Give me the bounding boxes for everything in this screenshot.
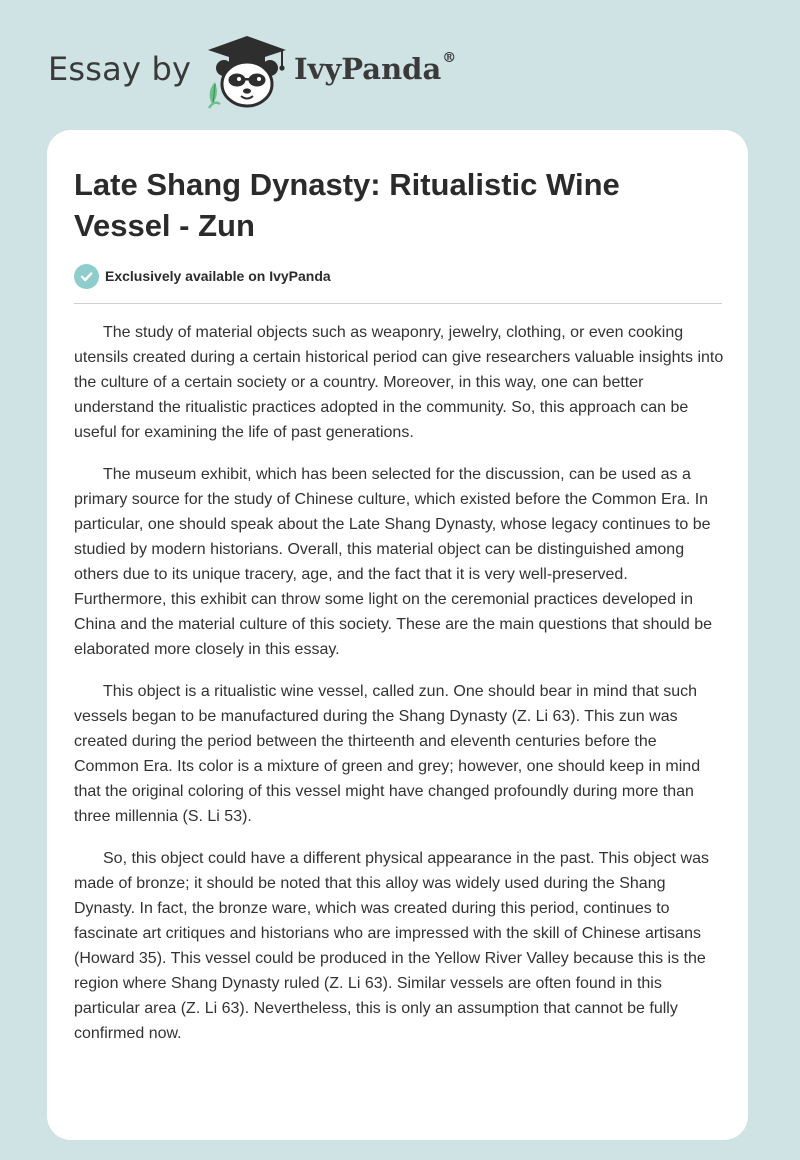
exclusive-badge bbox=[74, 263, 331, 289]
brand-prefix: Essay by bbox=[48, 50, 192, 88]
essay-body bbox=[74, 320, 724, 1063]
paragraph: This object is a ritualistic wine vessel, called zun. One should bear in mind that such vessels began to be manufactured during the Shang Dynasty (Z. Li 63). This zun was created during the period between the thirteenth and eleventh centuries before the Common Era. Its color is a mixture of green and grey; however, one should keep in mind that the original coloring of this vessel might have changed profoundly during more than three millennia (S. Li 53). bbox=[74, 683, 701, 825]
exclusive-label: Exclusively available on IvyPanda bbox=[105, 268, 331, 284]
paragraph: So, this object could have a different physical appearance in the past. This object was made of bronze; it should be noted that this alloy was widely used during the Shang Dynasty. In fact, the bronze ware, which was created during this period, continues to fascinate art critiques and historians who are impressed with the skill of Chinese artisans (Howard 35). This vessel could be produced in the Yellow River Valley because this is the region where Shang Dynasty ruled (Z. Li 63). Similar vessels are often found in this particular area (Z. Li 63). Nevertheless, this is only an assumption that cannot be fully confirmed now. bbox=[74, 850, 709, 1042]
paragraph: The study of material objects such as weaponry, jewelry, clothing, or even cooking utensils created during a certain historical period can give researchers valuable insights into the culture of a certain society or a country. Moreover, in this way, one can better understand the ritualistic practices adopted in the community. So, this approach can be useful for examining the life of past generations. bbox=[74, 324, 724, 441]
paragraph: The museum exhibit, which has been selected for the discussion, can be used as a primary source for the study of Chinese culture, which existed before the Common Era. In particular, one should speak about the Late Shang Dynasty, whose legacy continues to be studied by modern historians. Overall, this material object can be distinguished among others due to its unique tracery, age, and the fact that it is very well-preserved. Furthermore, this exhibit can throw some light on the ceremonial practices developed in China and the material culture of this society. These are the main questions that should be elaborated more closely in this essay. bbox=[74, 466, 712, 658]
divider bbox=[74, 303, 722, 304]
brand-name[interactable]: IvyPanda® bbox=[294, 50, 457, 86]
page-title: Late Shang Dynasty: Ritualistic Wine Vessel - Zun bbox=[74, 167, 620, 243]
essay-card bbox=[47, 130, 748, 1140]
site-header bbox=[48, 32, 508, 112]
check-icon bbox=[74, 264, 99, 289]
panda-graduate-icon[interactable] bbox=[202, 34, 292, 112]
registered-mark: ® bbox=[442, 50, 457, 66]
